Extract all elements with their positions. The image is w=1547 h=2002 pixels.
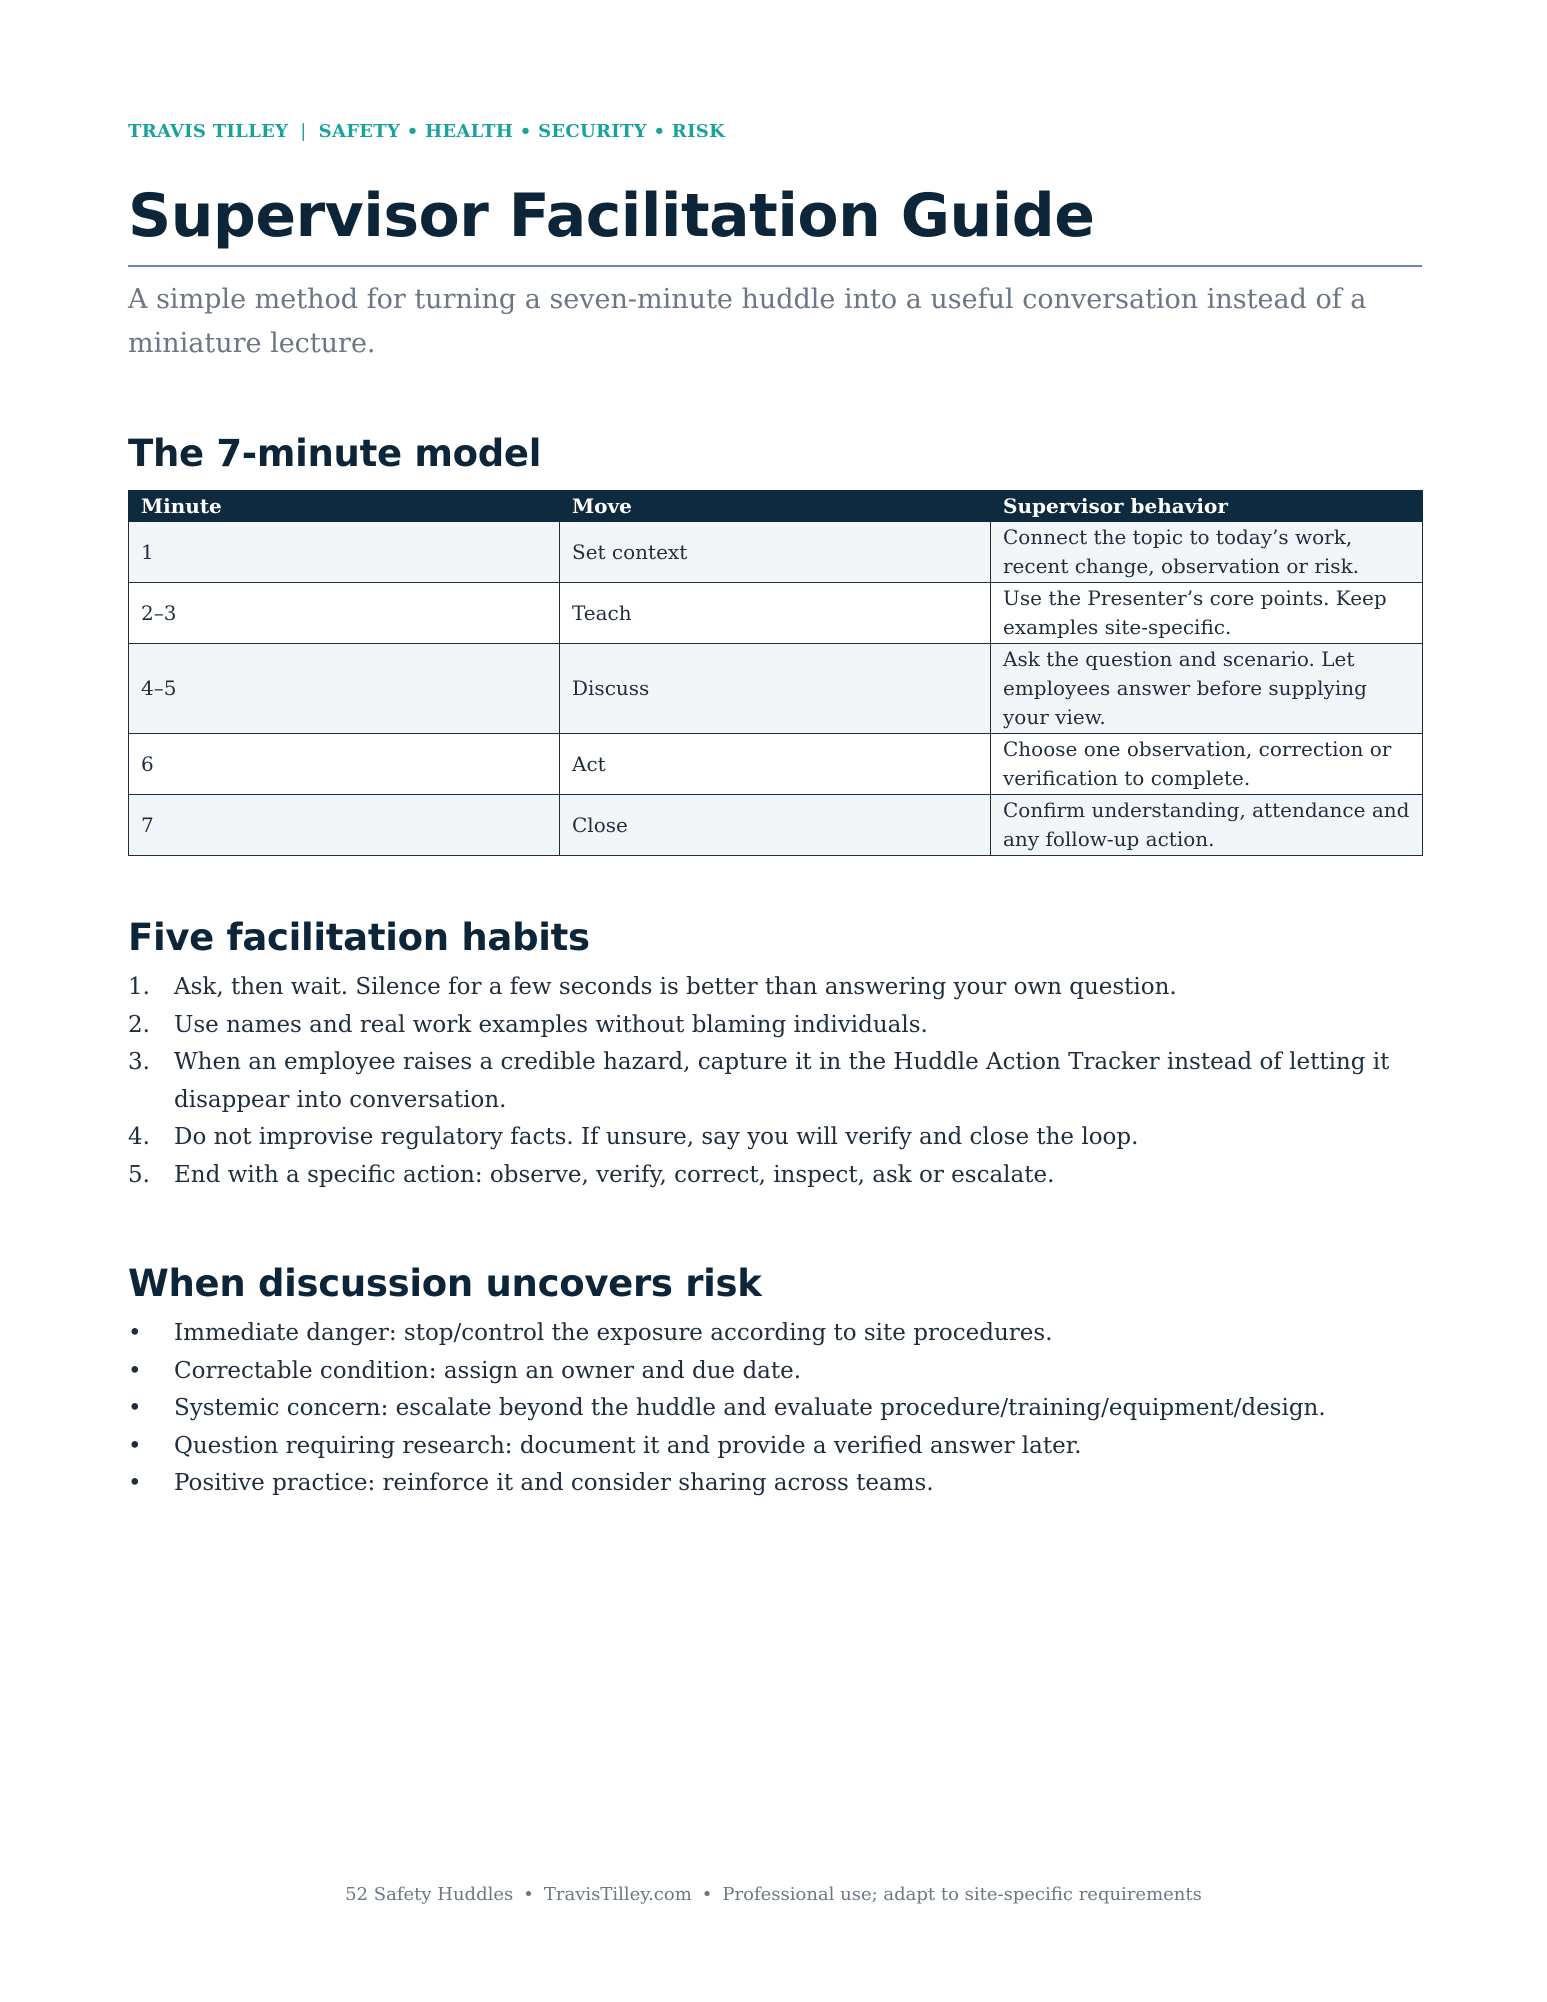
cell-minute: 7 xyxy=(129,795,560,856)
page-subtitle: A simple method for turning a seven-minute huddle into a useful conversation instead of a miniature lecture. xyxy=(128,284,1367,359)
list-item-text: Do not improvise regulatory facts. If unsure, say you will verify and close the loop. xyxy=(174,1124,1139,1150)
brand-name: TRAVIS TILLEY xyxy=(128,121,289,142)
bullet-icon: • xyxy=(128,1320,142,1346)
list-item-text: Systemic concern: escalate beyond the huddle and evaluate procedure/training/equipment/design. xyxy=(174,1395,1326,1421)
footer-website: TravisTilley.com xyxy=(543,1884,692,1905)
cell-minute: 2–3 xyxy=(129,583,560,644)
column-header-move: Move xyxy=(560,491,991,522)
bullet-icon: • xyxy=(128,1432,142,1459)
table-row xyxy=(129,583,1423,644)
list-item-text: Immediate danger: stop/control the exposure according to site procedures. xyxy=(174,1320,1053,1346)
footer-publication: 52 Safety Huddles xyxy=(345,1884,514,1905)
section-heading-habits: Five facilitation habits xyxy=(128,916,590,959)
bullet-icon: • xyxy=(128,1470,142,1496)
list-item xyxy=(128,1119,1422,1157)
list-item xyxy=(128,1465,1422,1503)
list-item xyxy=(128,969,1422,1007)
section-heading-model: The 7-minute model xyxy=(128,432,542,475)
brand-separator: | xyxy=(300,121,307,142)
table-row xyxy=(129,734,1423,795)
table-row xyxy=(129,644,1423,734)
bullet-icon: • xyxy=(128,1395,142,1421)
list-item xyxy=(128,1044,1422,1119)
list-item xyxy=(128,1353,1422,1391)
list-item-text: Ask, then wait. Silence for a few seconds is better than answering your own question. xyxy=(174,974,1177,1000)
footer-separator: • xyxy=(701,1884,713,1905)
list-item xyxy=(128,1428,1422,1466)
cell-behavior: Use the Presenter’s core points. Keep examples site-specific. xyxy=(991,583,1423,644)
list-number: 2. xyxy=(128,1011,150,1038)
brand-tagline: SAFETY • HEALTH • SECURITY • RISK xyxy=(318,121,726,142)
list-item-text: End with a specific action: observe, verify, correct, inspect, ask or escalate. xyxy=(174,1161,1055,1188)
footer-separator: • xyxy=(523,1884,534,1905)
cell-minute: 1 xyxy=(129,522,560,583)
cell-behavior: Ask the question and scenario. Let employees answer before supplying your view. xyxy=(991,644,1423,734)
risk-list xyxy=(128,1315,1422,1503)
list-item xyxy=(128,1007,1422,1045)
cell-move: Act xyxy=(560,734,991,795)
list-item-text: Positive practice: reinforce it and consider sharing across teams. xyxy=(174,1470,934,1496)
list-item-text: Question requiring research: document it and provide a verified answer later. xyxy=(174,1432,1082,1459)
footer-note: Professional use; adapt to site-specific requirements xyxy=(722,1884,1202,1905)
bullet-icon: • xyxy=(128,1357,142,1384)
table-row xyxy=(129,795,1423,856)
section-heading-risk: When discussion uncovers risk xyxy=(128,1262,762,1305)
list-number: 4. xyxy=(128,1124,150,1150)
title-divider xyxy=(128,265,1422,267)
cell-minute: 4–5 xyxy=(129,644,560,734)
list-item xyxy=(128,1315,1422,1353)
cell-move: Discuss xyxy=(560,644,991,734)
brand-header xyxy=(128,121,725,142)
cell-behavior: Connect the topic to today’s work, recent change, observation or risk. xyxy=(991,522,1423,583)
table-header-row xyxy=(129,491,1423,522)
list-number: 5. xyxy=(128,1161,150,1188)
list-number: 3. xyxy=(128,1049,150,1075)
list-item xyxy=(128,1157,1422,1195)
list-item xyxy=(128,1390,1422,1428)
page-footer xyxy=(0,1884,1547,1905)
table-row xyxy=(129,522,1423,583)
column-header-behavior: Supervisor behavior xyxy=(991,491,1423,522)
cell-minute: 6 xyxy=(129,734,560,795)
cell-behavior: Confirm understanding, attendance and any follow-up action. xyxy=(991,795,1423,856)
cell-move: Close xyxy=(560,795,991,856)
list-number: 1. xyxy=(128,974,150,1000)
list-item-text: When an employee raises a credible hazard, capture it in the Huddle Action Tracker instead of letting it disappear into conversation. xyxy=(174,1049,1390,1113)
habits-list xyxy=(128,969,1422,1194)
list-item-text: Correctable condition: assign an owner and due date. xyxy=(174,1357,802,1384)
list-item-text: Use names and real work examples without blaming individuals. xyxy=(174,1011,928,1038)
page-title: Supervisor Facilitation Guide xyxy=(128,181,1095,251)
cell-move: Teach xyxy=(560,583,991,644)
cell-move: Set context xyxy=(560,522,991,583)
cell-behavior: Choose one observation, correction or verification to complete. xyxy=(991,734,1423,795)
column-header-minute: Minute xyxy=(129,491,560,522)
model-table xyxy=(128,490,1423,856)
